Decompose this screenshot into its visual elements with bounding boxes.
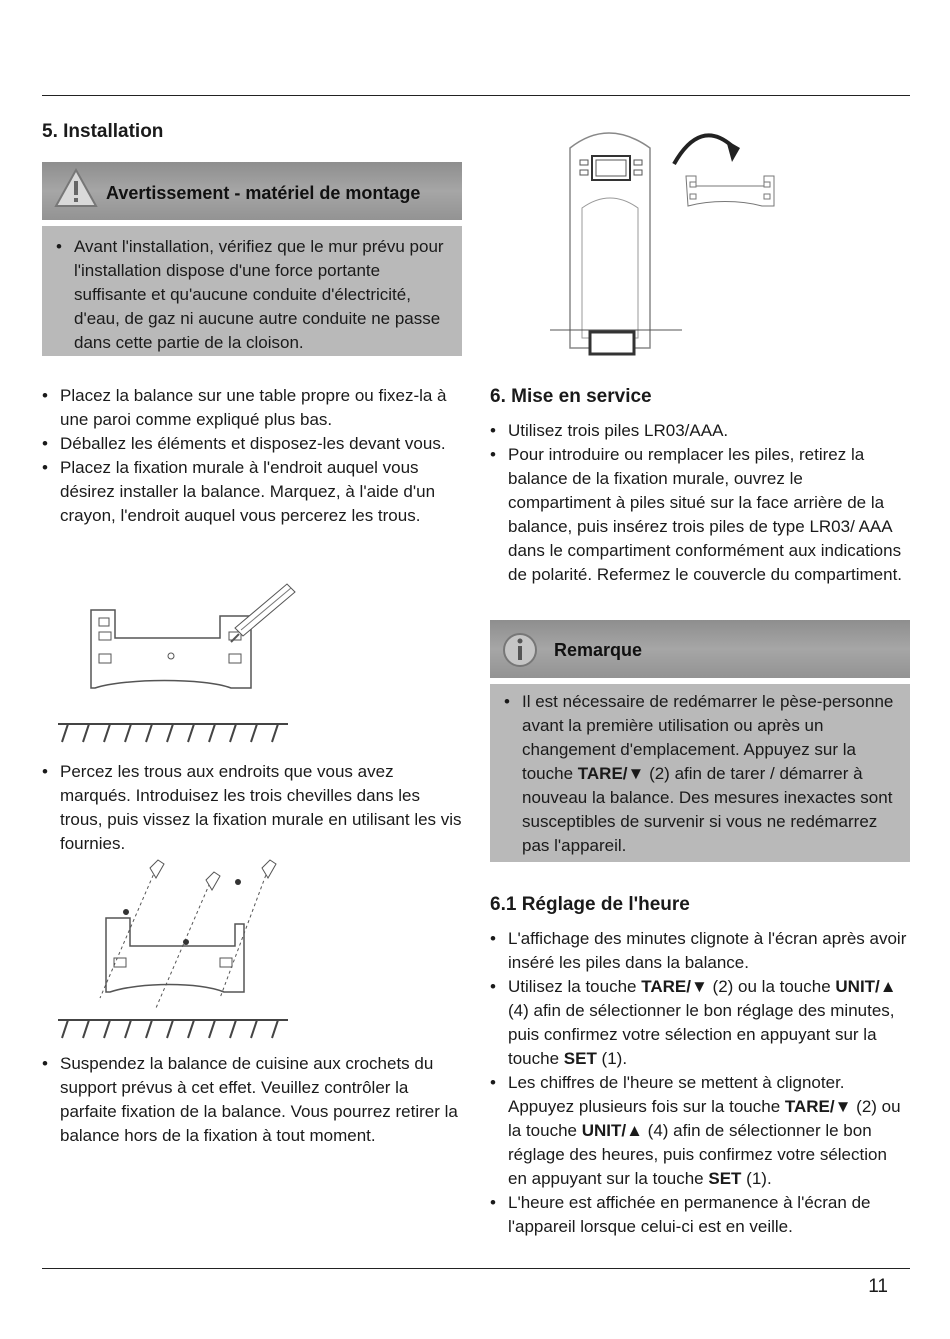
wall-hatch-1	[58, 720, 288, 744]
install-item: • Déballez les éléments et disposez-les devant vous.	[42, 432, 462, 456]
drill-list	[42, 760, 462, 856]
service-item: • Utilisez trois piles LR03/AAA.	[490, 419, 910, 443]
install-item: • Percez les trous aux endroits que vous avez marqués. Introduisez les trois chevilles dans les trous, puis vissez la fixation murale en utilisant les vis fournies.	[42, 760, 462, 856]
hang-list	[42, 1052, 462, 1148]
time-setting-list	[490, 927, 910, 1239]
time-item: • L'affichage des minutes clignote à l'écran après avoir inséré les piles dans la balance.	[490, 927, 910, 975]
wall-bracket-marking-illustration	[55, 580, 315, 730]
warning-item: • Avant l'installation, vérifiez que le mur prévu pour l'installation dispose d'une force portante suffisante et qu'aucune conduite d'électricité, d'eau, de gaz ni aucune autre conduite ne passe dans cette partie de la cloison.	[56, 235, 452, 355]
bracket-screws-illustration	[70, 858, 310, 1008]
page-number: 11	[868, 1276, 888, 1297]
service-item: • Pour introduire ou remplacer les piles, retirez la balance de la fixation murale, ouvrez le compartiment à piles situé sur la face arrière de la balance, puis insérez trois piles de type LR03/ AAA dans le compartiment conformément aux indications de polarité. Refermez le couvercle du compartiment.	[490, 443, 910, 587]
time-item: • L'heure est affichée en permanence à l'écran de l'appareil lorsque celui-ci est en veille.	[490, 1191, 910, 1239]
section-5-title: 5. Installation	[42, 121, 164, 142]
install-item: • Suspendez la balance de cuisine aux crochets du support prévus à cet effet. Veuillez contrôler la parfaite fixation de la balance. Vous pourrez retirer la balance hors de la fixation à tout moment.	[42, 1052, 462, 1148]
time-item: • Les chiffres de l'heure se mettent à clignoter. Appuyez plusieurs fois sur la touche TARE/▼ (2) ou la touche UNIT/▲ (4) afin de sélectionner le bon réglage des heures, puis confirmez votre sélection en appuyant sur la touche SET (1).	[490, 1071, 910, 1191]
mise-en-service-list	[490, 419, 910, 587]
warning-box-body	[42, 226, 462, 356]
warning-box-header	[42, 162, 462, 220]
note-title: Remarque	[554, 640, 643, 660]
bottom-rule	[42, 1268, 910, 1269]
install-list	[42, 384, 462, 528]
top-rule	[42, 95, 910, 96]
install-item: • Placez la fixation murale à l'endroit auquel vous désirez installer la balance. Marquez, à l'aide d'un crayon, l'endroit auquel vous percerez les trous.	[42, 456, 462, 528]
info-icon	[500, 630, 540, 670]
wall-hatch-2	[58, 1016, 288, 1040]
section-6-1-title: 6.1 Réglage de l'heure	[490, 894, 690, 915]
note-box-header	[490, 620, 910, 678]
warning-icon	[54, 168, 98, 208]
warning-title: Avertissement - matériel de montage	[106, 183, 421, 203]
install-item: • Placez la balance sur une table propre ou fixez-la à une paroi comme expliqué plus bas.	[42, 384, 462, 432]
scale-on-bracket-illustration	[540, 118, 800, 368]
section-6-title: 6. Mise en service	[490, 386, 652, 407]
note-box-body	[490, 684, 910, 862]
note-item: • Il est nécessaire de redémarrer le pèse-personne avant la première utilisation ou après un changement d'emplacement. Appuyez sur la touche TARE/▼ (2) afin de tarer / démarrer à nouveau la balance. Des mesures inexactes sont susceptibles de survenir si vous ne redémarrez pas l'appareil.	[504, 690, 900, 858]
time-item: • Utilisez la touche TARE/▼ (2) ou la touche UNIT/▲ (4) afin de sélectionner le bon réglage des minutes, puis confirmez votre sélection en appuyant sur la touche SET (1).	[490, 975, 910, 1071]
